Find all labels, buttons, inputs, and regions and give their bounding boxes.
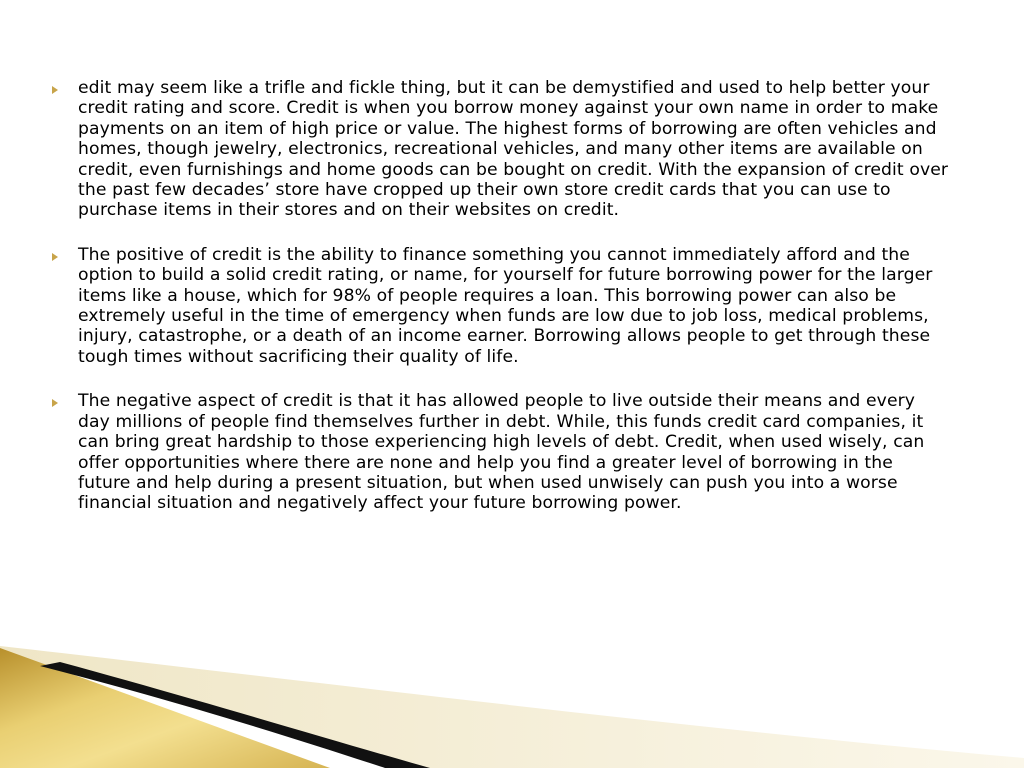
bullet-item-1: [50, 78, 950, 221]
triangle-bullet-icon: [50, 85, 60, 95]
bullet-list: [50, 78, 950, 538]
bullet-text: The positive of credit is the ability to finance something you cannot immediately afford and the option to build a solid credit rating, or name, for yourself for future borrowing power for the larger items like a house, which for 98% of people requires a loan. This borrowing power can also be extremely useful in the time of emergency when funds are low due to job loss, medical problems, injury, catastrophe, or a death of an income earner. Borrowing allows people to get through these tough times without sacrificing their quality of life.: [78, 244, 933, 367]
bullet-item-2: [50, 245, 950, 367]
bullet-text: The negative aspect of credit is that it has allowed people to live outside their means and every day millions of people find themselves further in debt. While, this funds credit card companies, it can bring great hardship to those experiencing high levels of debt. Credit, when used wisely, can offer opportunities where there are none and help you find a greater level of borrowing in the future and help during a present situation, but when used unwisely can push you into a worse financial situation and negatively affect your future borrowing power.: [78, 391, 925, 514]
triangle-bullet-icon: [50, 252, 60, 262]
triangle-bullet-icon: [50, 398, 60, 408]
bullet-text: edit may seem like a trifle and fickle thing, but it can be demystified and used to help better your credit rating and score. Credit is when you borrow money against your own name in order to make payments on an item of high price or value. The highest forms of borrowing are often vehicles and homes, though jewelry, electronics, recreational vehicles, and many other items are available on credit, even furnishings and home goods can be bought on credit. With the expansion of credit over the past few decades’ store have cropped up their own store credit cards that you can use to purchase items in their stores and on their websites on credit.: [78, 78, 949, 221]
decorative-wave-band: [0, 640, 1024, 768]
bullet-item-3: [50, 391, 950, 513]
